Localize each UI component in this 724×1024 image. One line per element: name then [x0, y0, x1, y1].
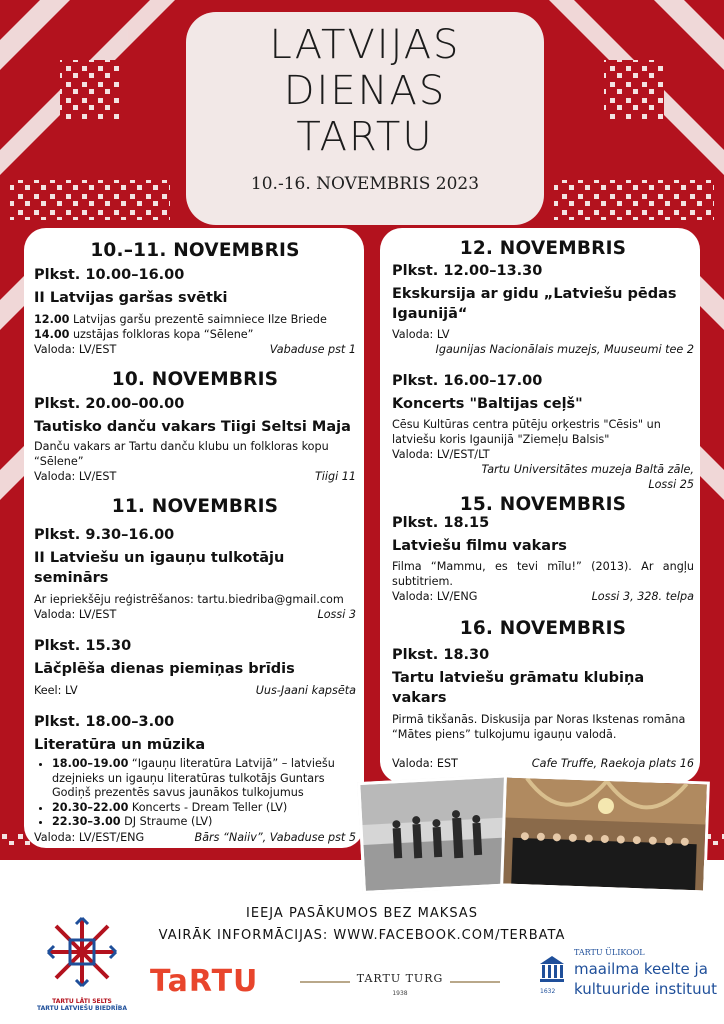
title-line-2: DIENAS: [283, 68, 447, 114]
event-language: Valoda: LV/EST: [34, 608, 117, 621]
event-location: Tiigi 11: [314, 470, 356, 483]
event-time: Plkst. 15.30: [34, 638, 132, 654]
left-column: [34, 240, 356, 845]
event-location: Lossi 3: [317, 608, 356, 621]
more-info-link[interactable]: VAIRĀK INFORMĀCIJAS: WWW.FACEBOOK.COM/TERBATA: [158, 928, 566, 943]
logo-text: TARTU ÜLIKOOL: [574, 948, 645, 957]
logo-text: TARTU LATVIEŠU BIEDRĪBA: [37, 1005, 127, 1012]
title-line-1: LATVIJAS: [269, 22, 461, 68]
choir-photo: [500, 774, 710, 893]
logo-text: TARTU TURG: [356, 972, 444, 985]
tartu-university-logo: [538, 948, 718, 1018]
tartu-turg-logo: [300, 962, 500, 1002]
event-location: Cafe Truffe, Raekoja plats 16: [531, 757, 694, 770]
event-title: II Latviešu un igauņu tulkotāju seminārs: [34, 550, 285, 586]
logo-text: kultuuride instituut: [574, 980, 717, 998]
event-location: Bārs “Naiiv”, Vabaduse pst 5: [194, 830, 356, 844]
event-language: Valoda: LV/EST: [34, 470, 117, 483]
event-location: Tartu Universitātes muzeja Baltā zāle,: [481, 463, 694, 476]
tartu-latvian-society-logo: [34, 912, 130, 1022]
event-meta: [34, 683, 356, 698]
event-description: Pirmā tikšanās. Diskusija par Noras Ikstenas romāna “Mātes piens” tulkojumu igauņu valodā.: [392, 713, 686, 741]
event-location: Lossi 25: [648, 478, 694, 491]
event-language: Valoda: LV: [392, 328, 450, 341]
day-heading: 11. NOVEMBRIS: [111, 496, 279, 517]
event-title: Tautisko danču vakars Tiigi Seltsi Maja: [34, 419, 351, 435]
list-item: • 18.00–19.00 “Igauņu literatūra Latvijā” – latviešu dzejnieks un igauņu literatūras tulkotājs Guntars Godiņš prezentēs savus jaunākos tulkojumus: [52, 757, 356, 801]
event-title: Latviešu filmu vakars: [392, 538, 567, 554]
event-location: Lossi 3, 328. telpa: [591, 590, 694, 603]
event-meta: [34, 469, 356, 484]
event-time: Plkst. 10.00–16.00: [34, 267, 185, 283]
logo-year: 1938: [392, 990, 408, 997]
list-item: • 22.30–3.00 DJ Straume (LV): [52, 815, 356, 830]
event-language: Valoda: LV/ENG: [392, 590, 478, 603]
event-time: Plkst. 20.00–00.00: [34, 396, 185, 412]
event-language: Valoda: EST: [392, 757, 458, 770]
event-title: Tartu latviešu grāmatu klubiņa vakars: [392, 670, 645, 706]
event-time: Plkst. 18.15: [392, 515, 490, 531]
event-language: Keel: LV: [34, 684, 78, 697]
event-title: Ekskursija ar gidu „Latviešu pēdas Igaunijā“: [392, 286, 677, 322]
university-building-icon: [538, 954, 566, 984]
snowflake-icon: [42, 912, 122, 992]
event-detail: 14.00 uzstājas folkloras kopa “Sēlene”: [34, 328, 254, 341]
event-location: Uus-Jaani kapsēta: [255, 684, 356, 697]
event-location: Vabaduse pst 1: [269, 343, 356, 356]
event-description: Ar iepriekšēju reģistrēšanos: tartu.biedriba@gmail.com: [34, 593, 344, 606]
program-list: [48, 757, 356, 830]
free-entry-notice: IEEJA PASĀKUMOS BEZ MAKSAS: [246, 906, 478, 921]
event-time: Plkst. 18.00–3.00: [34, 714, 175, 730]
event-meta: [392, 756, 694, 771]
event-title: Koncerts "Baltijas ceļš": [392, 396, 583, 412]
event-language: Valoda: LV/EST: [34, 343, 117, 356]
day-heading: 15. NOVEMBRIS: [459, 494, 627, 515]
event-description: Filma “Mammu, es tevi mīlu!” (2013). Ar angļu subtitriem.: [392, 560, 694, 588]
event-location: Igaunijas Nacionālais muzejs, Muuseumi tee 2: [435, 343, 694, 356]
event-title: II Latvijas garšas svētki: [34, 290, 228, 306]
event-description: Danču vakars ar Tartu danču klubu un folkloras kopu “Sēlene”: [34, 440, 329, 468]
event-time: Plkst. 18.30: [392, 647, 490, 663]
right-column: [392, 238, 694, 771]
day-heading: 16. NOVEMBRIS: [459, 618, 627, 639]
event-time: Plkst. 16.00–17.00: [392, 373, 543, 389]
event-meta: [392, 589, 694, 604]
list-item: • 20.30–22.00 Koncerts - Dream Teller (LV): [52, 801, 356, 816]
event-dates: 10.-16. NOVEMBRIS 2023: [250, 174, 480, 194]
event-meta: [34, 607, 356, 622]
event-time: Plkst. 9.30–16.00: [34, 527, 175, 543]
title-line-3: TARTU: [296, 114, 434, 160]
folk-group-photo: [357, 774, 521, 894]
event-description: Cēsu Kultūras centra pūtēju orķestris "Cēsis" un latviešu koris Igaunijā "Ziemeļu Balsis": [392, 418, 661, 446]
event-meta: [34, 830, 356, 845]
day-heading: 10. NOVEMBRIS: [111, 369, 279, 390]
event-time: Plkst. 12.00–13.30: [392, 263, 543, 279]
title-box: [186, 12, 544, 225]
logo-text: maailma keelte ja: [574, 960, 708, 978]
event-title: Lāčplēša dienas piemiņas brīdis: [34, 661, 295, 677]
event-language: Valoda: LV/EST/ENG: [34, 830, 145, 844]
day-heading: 12. NOVEMBRIS: [459, 238, 627, 259]
event-detail: 12.00 Latvijas garšu prezentē saimniece Ilze Briede: [34, 313, 327, 326]
event-language: Valoda: LV/EST/LT: [392, 448, 490, 461]
logo-text: TARTU LĀTI SELTS: [52, 998, 112, 1005]
day-heading: 10.–11. NOVEMBRIS: [90, 240, 300, 261]
event-meta: [34, 342, 356, 357]
logo-year: 1632: [540, 988, 556, 995]
tartu-city-logo: TaRTU: [150, 964, 259, 999]
event-title: Literatūra un mūzika: [34, 737, 206, 753]
